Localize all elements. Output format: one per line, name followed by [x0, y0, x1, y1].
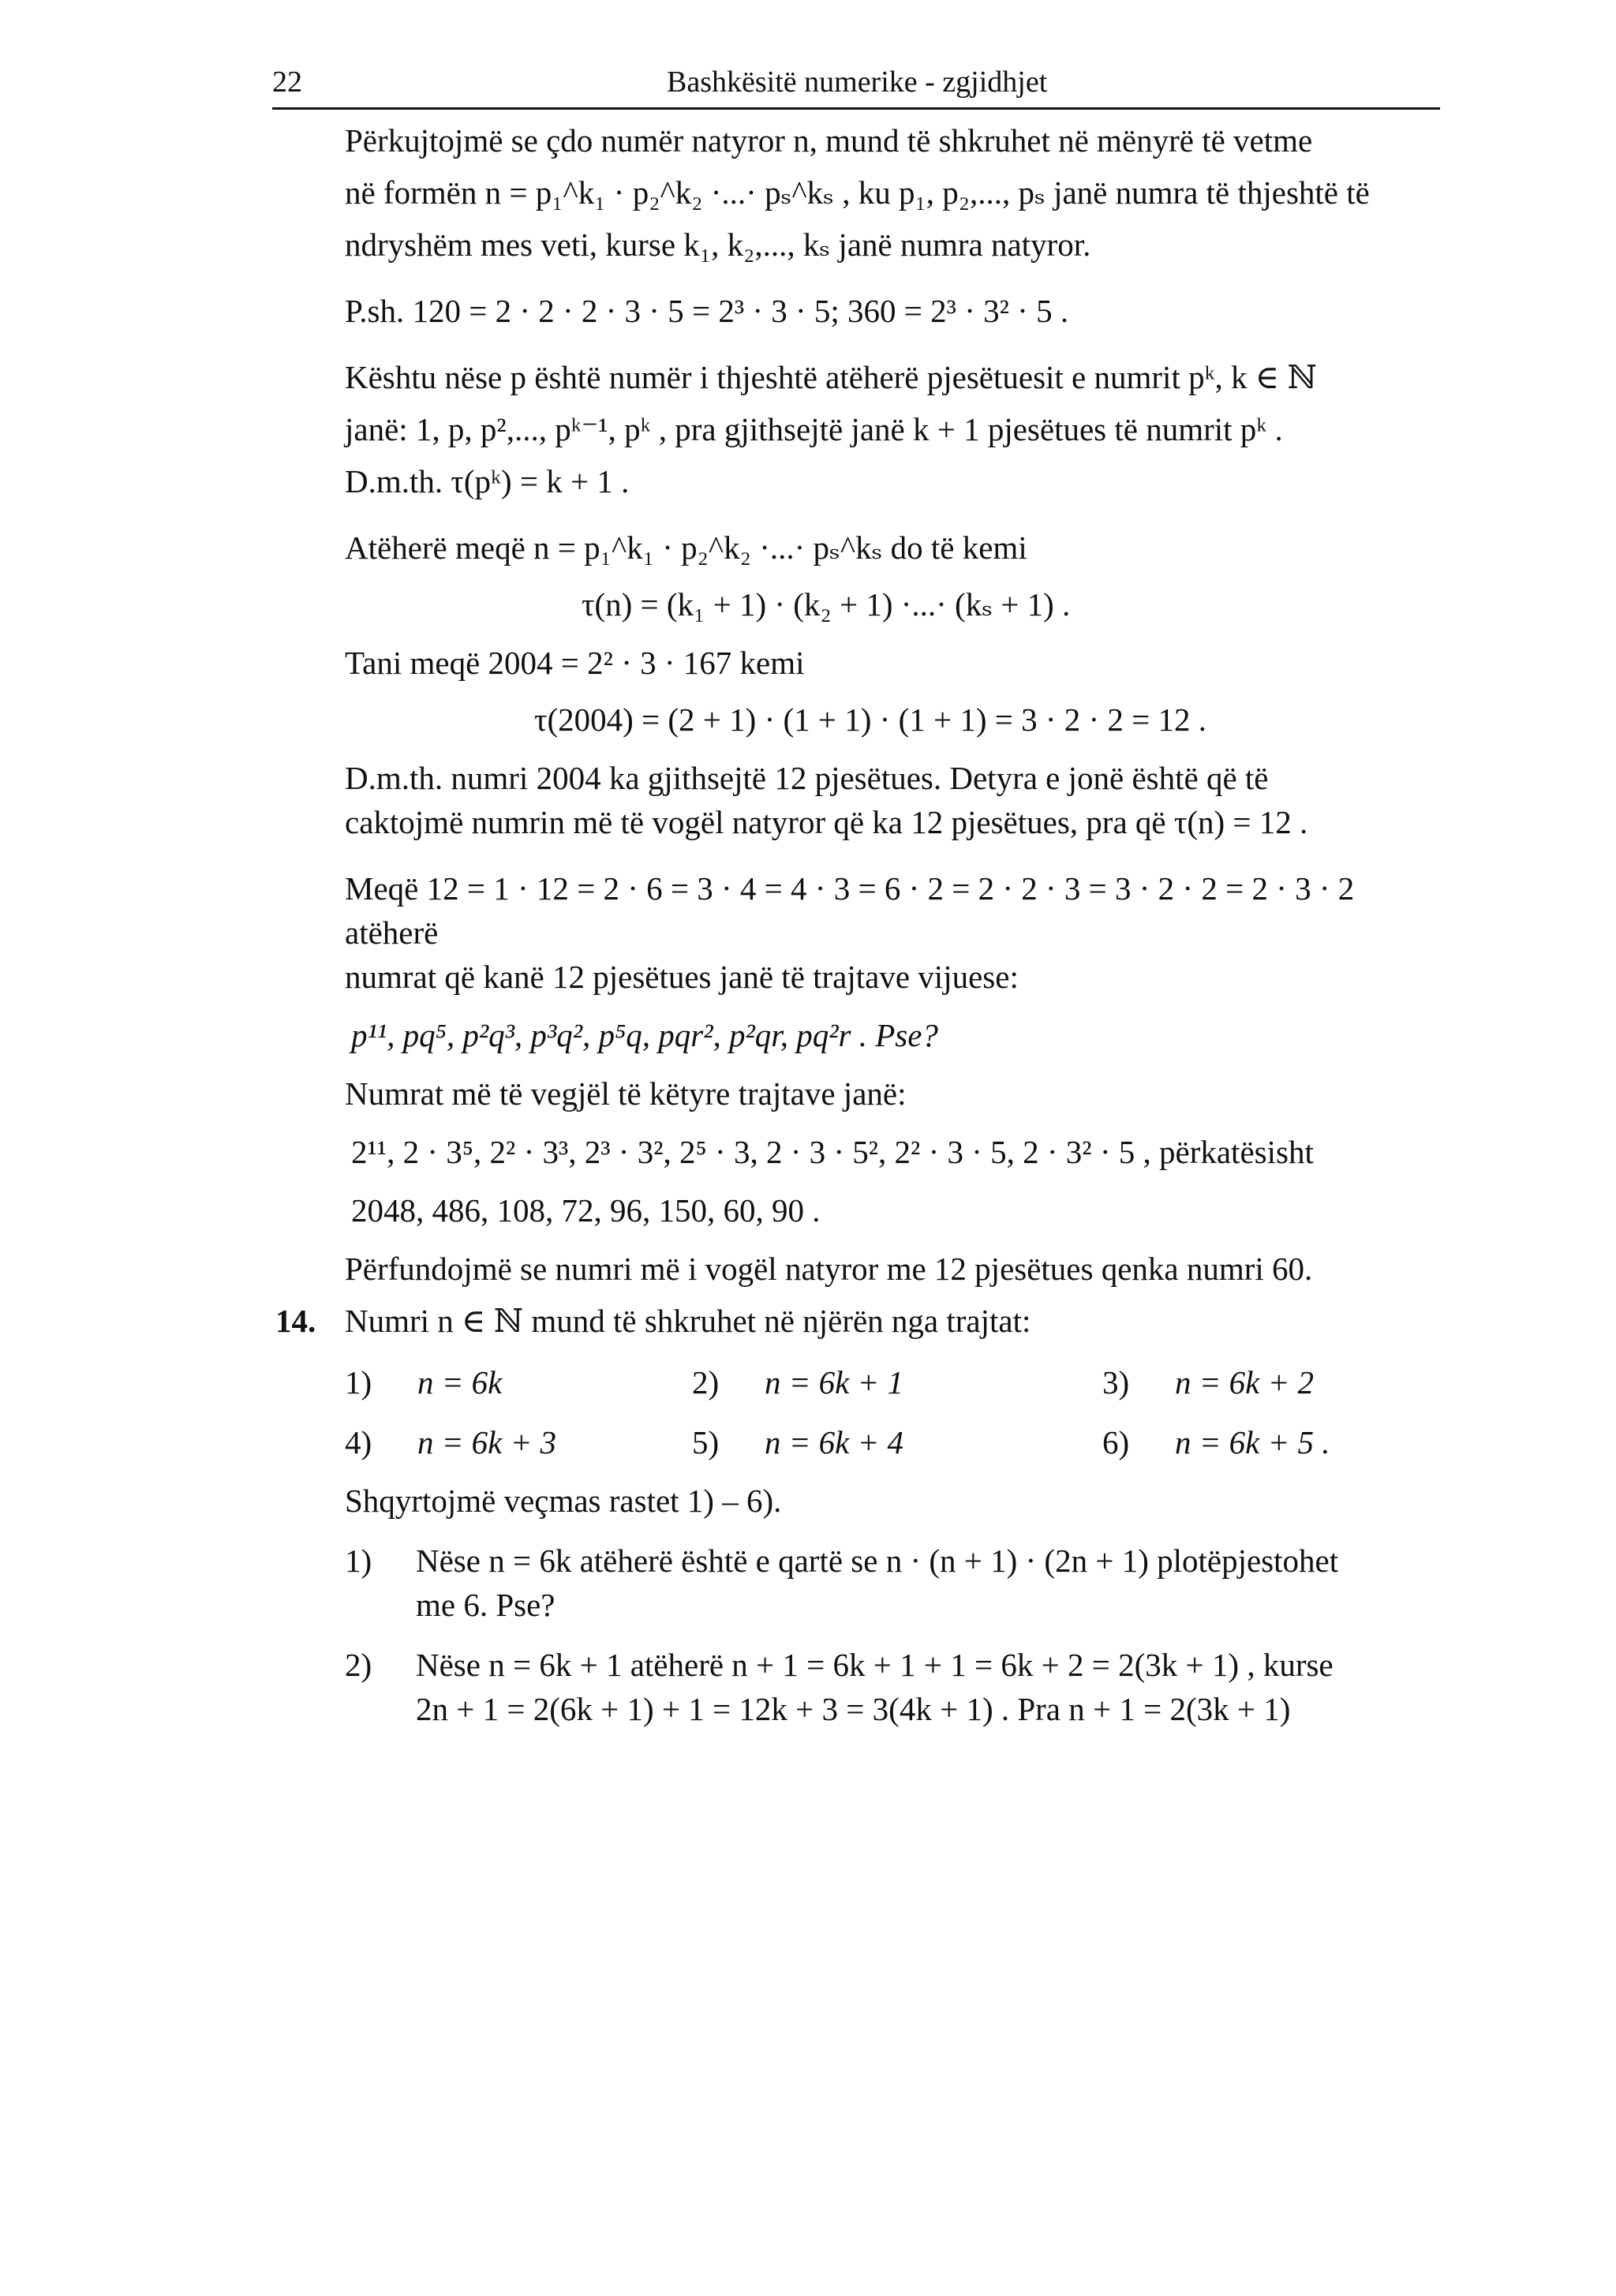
subcase2-line1: Nëse n = 6k + 1 atëherë n + 1 = 6k + 1 + 1 = 6k + 2 = 2(3k + 1) , kurse: [416, 1647, 1334, 1683]
para4-line1: Tani meqë 2004 = 2² · 3 · 167 kemi: [345, 645, 805, 681]
problem-intro: Numri n ∈ ℕ mund të shkruhet në njërën nga trajtat:: [345, 1303, 1031, 1339]
case-expr: n = 6k + 1: [765, 1364, 904, 1400]
case-label: 5): [692, 1424, 720, 1460]
cases-grid: [345, 1360, 1442, 1464]
case-label: 6): [1102, 1424, 1130, 1460]
para2-line2: janë: 1, p, p²,..., pᵏ⁻¹, pᵏ , pra gjithsejtë janë k + 1 pjesëtues të numrit pᵏ .: [345, 411, 1283, 447]
case-item: [1102, 1360, 1434, 1404]
page-number: 22: [272, 65, 302, 99]
case-expr: n = 6k + 5 .: [1175, 1424, 1330, 1460]
para5-line1: D.m.th. numri 2004 ka gjithsejtë 12 pjesëtues. Detyra e jonë është që të: [345, 760, 1269, 796]
case-item: [692, 1360, 1102, 1404]
case-label: 3): [1102, 1364, 1130, 1400]
running-header: [272, 63, 1440, 110]
para1-line1: Përkujtojmë se çdo numër natyror n, mund të shkruhet në mënyrë të vetme: [345, 122, 1313, 159]
running-title: Bashkësitë numerike - zgjidhjet: [667, 65, 1048, 99]
para6-line2: numrat që kanë 12 pjesëtues janë të trajtave vijuese:: [345, 959, 1019, 995]
case-expr: n = 6k + 4: [765, 1424, 904, 1460]
problem-14: [275, 1299, 1442, 1731]
subcase-label: 2): [345, 1647, 372, 1683]
divisor-forms: p¹¹, pq⁵, p²q³, p³q², p⁵q, pqr², p²qr, pq²r . Pse?: [351, 1017, 938, 1053]
para7-line1: Numrat më të vegjël të këtyre trajtave janë:: [345, 1075, 907, 1112]
subcase-2: [345, 1643, 1442, 1731]
para2-line3: D.m.th. τ(pᵏ) = k + 1 .: [345, 463, 630, 499]
subcase2-line2: 2n + 1 = 2(6k + 1) + 1 = 12k + 3 = 3(4k + 1) . Pra n + 1 = 2(3k + 1): [416, 1691, 1291, 1727]
case-expr: n = 6k + 3: [417, 1424, 557, 1460]
case-expr: n = 6k + 2: [1175, 1364, 1315, 1400]
para5-line2: caktojmë numrin më të vogël natyror që ka 12 pjesëtues, pra që τ(n) = 12 .: [345, 804, 1308, 840]
case-item: [1102, 1420, 1434, 1464]
subcase1-line1: Nëse n = 6k atëherë është e qartë se n · (n + 1) · (2n + 1) plotëpjestohet: [416, 1543, 1339, 1579]
numbers-values: 2048, 486, 108, 72, 96, 150, 60, 90 .: [351, 1192, 821, 1228]
case-label: 4): [345, 1424, 372, 1460]
para1-line3: ndryshëm mes veti, kurse k₁, k₂,..., kₛ janë numra natyror.: [345, 226, 1091, 263]
conclusion-line: Përfundojmë se numri më i vogël natyror me 12 pjesëtues qenka numri 60.: [345, 1251, 1313, 1287]
subcase1-line2: me 6. Pse?: [416, 1587, 556, 1623]
para2-line1: Kështu nëse p është numër i thjeshtë atëherë pjesëtuesit e numrit pᵏ, k ∈ ℕ: [345, 359, 1317, 395]
para3-line1: Atëherë meqë n = p₁^k₁ · p₂^k₂ ·...· pₛ^kₛ do të kemi: [345, 529, 1027, 566]
examine-line: Shqyrtojmë veçmas rastet 1) – 6).: [345, 1483, 782, 1519]
case-label: 2): [692, 1364, 720, 1400]
case-item: [345, 1360, 692, 1404]
case-item: [692, 1420, 1102, 1464]
numbers-powers: 2¹¹, 2 · 3⁵, 2² · 3³, 2³ · 3², 2⁵ · 3, 2 · 3 · 5², 2² · 3 · 5, 2 · 3² · 5 , përkatësisht: [351, 1134, 1314, 1170]
page-content: [275, 118, 1442, 1731]
subcase-1: [345, 1539, 1442, 1627]
case-expr: n = 6k: [417, 1364, 503, 1400]
subcase-label: 1): [345, 1543, 372, 1579]
problem-number: 14.: [275, 1303, 316, 1339]
case-item: [345, 1420, 692, 1464]
para1-line2: në formën n = p₁^k₁ · p₂^k₂ ·...· pₛ^kₛ , ku p₁, p₂,..., pₛ janë numra të thjeshtë të: [345, 174, 1370, 211]
para6-line1: Meqë 12 = 1 · 12 = 2 · 6 = 3 · 4 = 4 · 3 = 6 · 2 = 2 · 2 · 3 = 3 · 2 · 2 = 2 · 3 · 2 atëherë: [345, 870, 1355, 951]
formula-tau-2004: τ(2004) = (2 + 1) · (1 + 1) · (1 + 1) = 3 · 2 · 2 = 12 .: [534, 701, 1207, 738]
case-label: 1): [345, 1364, 372, 1400]
example-line: P.sh. 120 = 2 · 2 · 2 · 3 · 5 = 2³ · 3 · 5; 360 = 2³ · 3² · 5 .: [345, 293, 1069, 329]
formula-tau-n: τ(n) = (k₁ + 1) · (k₂ + 1) ·...· (kₛ + 1) .: [582, 586, 1071, 623]
